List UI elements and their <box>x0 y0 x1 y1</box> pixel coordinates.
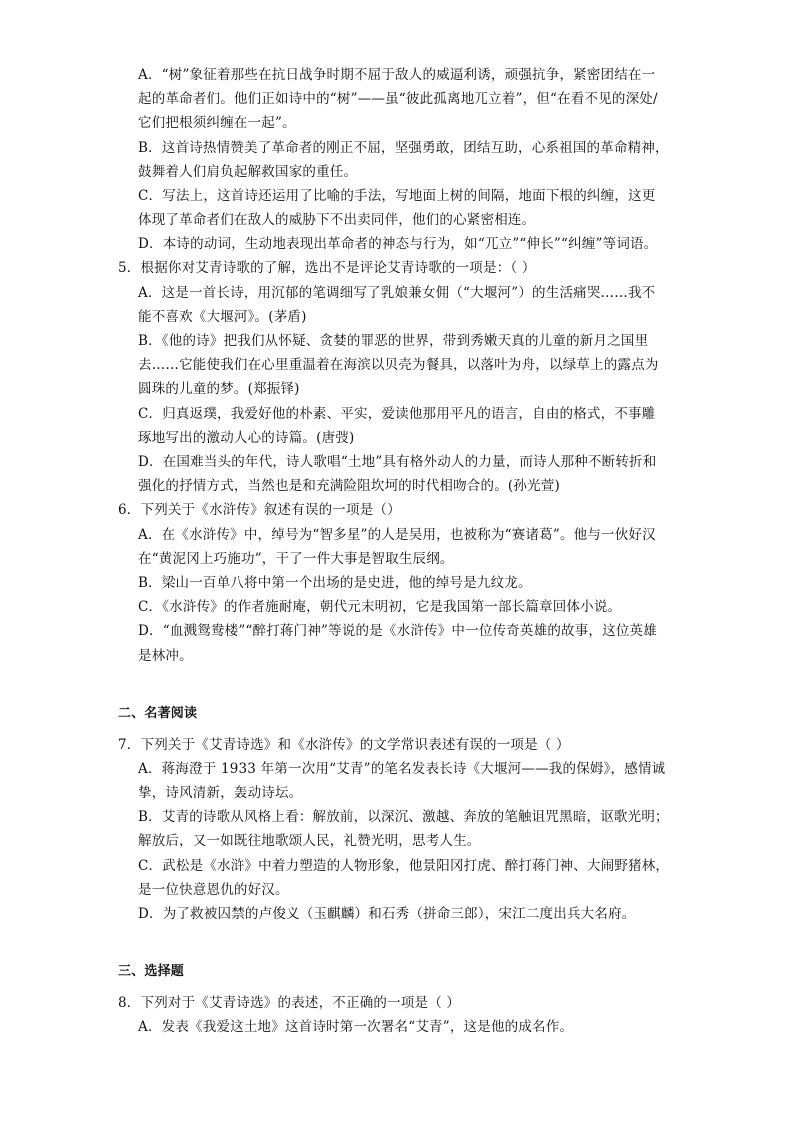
q4-option-a-line-1: A．“树”象征着那些在抗日战争时期不屈于敌人的威逼利诱，顽强抗争，紧密团结在一 <box>138 67 656 83</box>
q8-option-a-line-1: A．发表《我爱这土地》这首诗时第一次署名“艾青”，这是他的成名作。 <box>138 1019 574 1035</box>
q7-option-d-line-1: D．为了救被囚禁的卢俊义（玉麒麟）和石秀（拼命三郎），宋江二度出兵大名府。 <box>138 906 636 922</box>
q6-option-d-line-1: D．“血溅鸳鸯楼”“醉打蒋门神”等说的是《水浒传》中一位传奇英雄的故事，这位英雄 <box>138 623 657 639</box>
q5-option-b-line-3: 圆珠的儿童的梦。(郑振铎) <box>138 381 300 397</box>
q5-option-d-line-2: 强化的抒情方式，当然也是和充满险阻坎坷的时代相吻合的。(孙光萱) <box>138 478 560 494</box>
q6-stem: 6．下列关于《水浒传》叙述有误的一项是（） <box>118 502 401 518</box>
q4-option-b-line-2: 鼓舞着人们肩负起解救国家的重任。 <box>138 164 358 180</box>
q5-option-c-line-2: 琢地写出的激动人心的诗篇。(唐弢) <box>138 430 355 446</box>
q7-option-c-line-1: C．武松是《水浒》中着力塑造的人物形象，他景阳冈打虎、醉打蒋门神、大闹野猪林， <box>138 858 670 874</box>
q4-option-a-line-3: 它们把根须纠缠在一起”。 <box>138 115 296 131</box>
q5-option-b-line-2: 去……它能使我们在心里重温着在海滨以贝壳为餐具，以落叶为舟，以绿草上的露点为 <box>138 357 659 373</box>
q6-option-d-line-2: 是林冲。 <box>138 648 193 664</box>
q7-option-c-line-2: 是一位快意恩仇的好汉。 <box>138 882 289 898</box>
q8-stem: 8．下列对于《艾青诗选》的表述，不正确的一项是（ ） <box>118 995 461 1011</box>
q6-option-a-line-2: 在“黄泥冈上巧施功”，干了一件大事是智取生辰纲。 <box>138 551 454 567</box>
section-heading-3: 三、选择题 <box>118 964 185 979</box>
q5-option-a-line-1: A．这是一首长诗，用沉郁的笔调细写了乳娘兼女佣（“大堰河”）的生活痛哭……我不 <box>138 285 656 301</box>
q7-option-a-line-2: 挚，诗风清新，轰动诗坛。 <box>138 785 303 801</box>
q4-option-c-line-2: 体现了革命者们在敌人的威胁下不出卖同伴，他们的心紧密相连。 <box>138 212 536 228</box>
q6-option-b-line-1: B．梁山一百单八将中第一个出场的是史进，他的绰号是九纹龙。 <box>138 575 532 591</box>
q5-option-c-line-1: C．归真返璞，我爱好他的朴素、平实，爱读他那用平凡的语言，自由的格式，不事雕 <box>138 406 656 422</box>
q4-option-b-line-1: B．这首诗热情赞美了革命者的刚正不屈，坚强勇敢，团结互助，心系祖国的革命精神， <box>138 140 669 156</box>
q5-option-b-line-1: B．《他的诗》把我们从怀疑、贪婪的罪恶的世界，带到秀嫩天真的儿童的新月之国里 <box>138 333 649 349</box>
q7-stem: 7．下列关于《艾青诗选》和《水浒传》的文学常识表述有误的一项是（ ） <box>118 737 570 753</box>
q4-option-a-line-2: 起的革命者们。他们正如诗中的“树”——虽“彼此孤离地兀立着”，但“在看不见的深处/ <box>138 91 658 107</box>
q4-option-c-line-1: C．写法上，这首诗还运用了比喻的手法，写地面上树的间隔，地面下根的纠缠，这更 <box>138 188 656 204</box>
q5-option-a-line-2: 能不喜欢《大堰河》。(茅盾) <box>138 309 307 325</box>
q7-option-b-line-1: B．艾青的诗歌从风格上看：解放前，以深沉、激越、奔放的笔触诅咒黑暗，讴歌光明； <box>138 809 669 825</box>
q7-option-a-line-1: A．蒋海澄于 1933 年第一次用“艾青”的笔名发表长诗《大堰河——我的保姆》，感情诚 <box>138 761 666 777</box>
q7-option-b-line-2: 解放后，又一如既往地歌颂人民，礼赞光明，思考人生。 <box>138 833 481 849</box>
section-heading-2: 二、名著阅读 <box>118 706 198 721</box>
q4-option-d-line-1: D．本诗的动词，生动地表现出革命者的神态与行为，如“兀立”“伸长”“纠缠”等词语。 <box>138 236 658 252</box>
q6-option-a-line-1: A．在《水浒传》中，绰号为“智多星”的人是吴用，也被称为“赛诸葛”。他与一伙好汉 <box>138 527 656 543</box>
q5-stem: 5．根据你对艾青诗歌的了解，选出不是评论艾青诗歌的一项是：（ ） <box>118 260 536 276</box>
q5-option-d-line-1: D．在国难当头的年代，诗人歌唱“土地”具有格外动人的力量，而诗人那种不断转折和 <box>138 454 657 470</box>
q6-option-c-line-1: C．《水浒传》的作者施耐庵，朝代元末明初，它是我国第一部长篇章回体小说。 <box>138 599 622 615</box>
